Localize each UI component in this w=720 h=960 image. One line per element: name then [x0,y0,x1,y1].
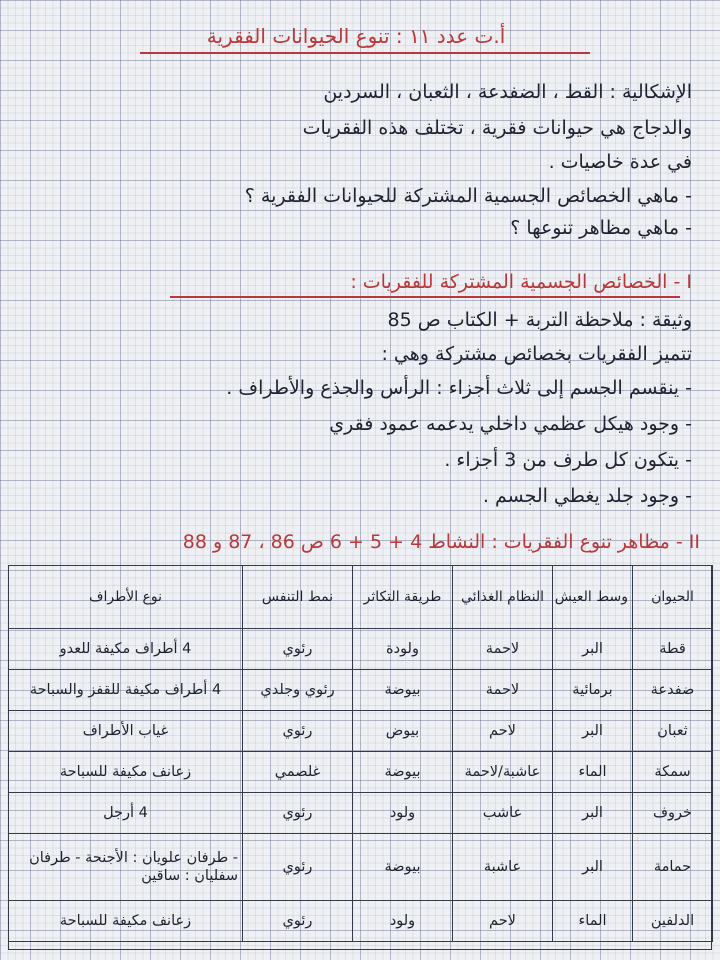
section-1-line-1: وثيقة : ملاحظة التربة + الكتاب ص 85 [387,309,692,331]
problem-line-2: والدجاج هي حيوانات فقرية ، تختلف هذه الفقريات [302,117,692,139]
cell-limbs: 4 أطراف مكيفة للقفز والسباحة [9,670,243,711]
cell-habitat: البر [553,711,633,752]
cell-habitat: برمائية [553,670,633,711]
cell-respiration: رئوي [243,834,353,901]
problem-line-1: الإشكالية : القط ، الضفدعة ، الثعبان ، السردين [323,81,692,103]
cell-habitat: الماء [553,901,633,942]
cell-animal: الدلفين [633,901,713,942]
cell-reproduction: بيوضة [353,834,453,901]
table-row [9,901,713,942]
cell-animal: خروف [633,793,713,834]
table-row [9,629,713,670]
cell-diet: لاحم [453,901,553,942]
cell-reproduction: ولود [353,901,453,942]
section-2-heading: II - مظاهر تنوع الفقريات : النشاط 4 + 5 + 6 ص 86 ، 87 و 88 [182,531,700,553]
cell-reproduction: بيوضة [353,670,453,711]
cell-limbs: غياب الأطراف [9,711,243,752]
cell-diet: لاحمة [453,670,553,711]
cell-habitat: البر [553,834,633,901]
section-1-line-4: - وجود هيكل عظمي داخلي يدعمه عمود فقري [329,413,692,435]
table-row [9,834,713,901]
cell-limbs: زعانف مكيفة للسباحة [9,752,243,793]
header-habitat: وسط العيش [553,566,633,629]
header-limbs: نوع الأطراف [9,566,243,629]
cell-respiration: رئوي [243,793,353,834]
section-1-line-3: - ينقسم الجسم إلى ثلاث أجزاء : الرأس والجذع والأطراف . [226,377,692,399]
cell-reproduction: بيوضة [353,752,453,793]
section-1-line-5: - يتكون كل طرف من 3 أجزاء . [444,449,692,471]
cell-respiration: رئوي [243,901,353,942]
cell-habitat: الماء [553,752,633,793]
cell-diet: لاحم [453,711,553,752]
question-1: - ماهي الخصائص الجسمية المشتركة للحيوانات الفقرية ؟ [244,185,692,207]
cell-respiration: غلصمي [243,752,353,793]
header-animal: الحيوان [633,566,713,629]
section-1-underline [170,296,680,298]
table-row [9,793,713,834]
cell-limbs: 4 أطراف مكيفة للعدو [9,629,243,670]
cell-reproduction: بيوض [353,711,453,752]
table-row [9,711,713,752]
cell-limbs: 4 أرجل [9,793,243,834]
title-underline [140,52,590,54]
cell-diet: لاحمة [453,629,553,670]
cell-reproduction: ولود [353,793,453,834]
section-1-line-2: تتميز الفقريات بخصائص مشتركة وهي : [381,343,692,365]
section-1-line-6: - وجود جلد يغطي الجسم . [482,485,692,507]
cell-respiration: رئوي [243,711,353,752]
cell-animal: حمامة [633,834,713,901]
cell-respiration: رئوي وجلدي [243,670,353,711]
table-row [9,752,713,793]
question-2: - ماهي مظاهر تنوعها ؟ [510,217,692,239]
header-diet: النظام الغذائي [453,566,553,629]
header-reproduction: طريقة التكاثر [353,566,453,629]
cell-limbs: - طرفان علويان : الأجنحة - طرفان سفليان : ساقين [9,834,243,901]
cell-habitat: البر [553,629,633,670]
cell-animal: قطة [633,629,713,670]
cell-habitat: البر [553,793,633,834]
cell-diet: عاشبة/لاحمة [453,752,553,793]
section-1-heading: I - الخصائص الجسمية المشتركة للفقريات : [350,271,692,293]
cell-animal: ضفدعة [633,670,713,711]
cell-diet: عاشب [453,793,553,834]
cell-limbs: زعانف مكيفة للسباحة [9,901,243,942]
cell-diet: عاشبة [453,834,553,901]
cell-animal: ثعبان [633,711,713,752]
cell-respiration: رئوي [243,629,353,670]
problem-line-3: في عدة خاصيات . [548,151,692,173]
cell-reproduction: ولودة [353,629,453,670]
table-row [9,670,713,711]
header-respiration: نمط التنفس [243,566,353,629]
cell-animal: سمكة [633,752,713,793]
page-title: أ.ت عدد ١١ : تنوع الحيوانات الفقرية [206,24,506,48]
vertebrates-table [8,565,713,942]
table-header-row [9,566,713,629]
